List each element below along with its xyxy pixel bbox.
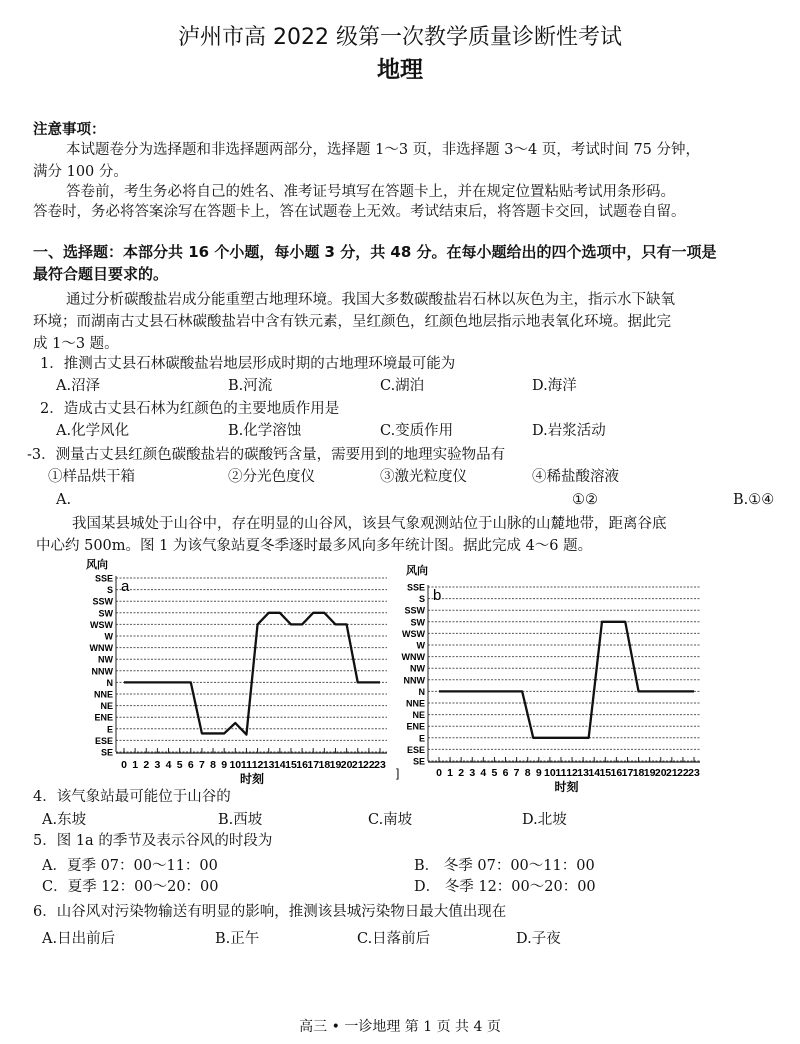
- q4-option-b: B.西坡: [218, 812, 263, 828]
- x-tick-label: 23: [374, 759, 386, 771]
- q2-option-d: D.岩浆活动: [532, 423, 606, 439]
- question-5-stem: 5．图 1a 的季节及表示谷风的时段为: [33, 833, 273, 849]
- y-tick-label: SE: [100, 747, 113, 758]
- question-4-stem: 4．该气象站最可能位于山谷的: [33, 789, 231, 805]
- y-axis-title: 风向: [406, 565, 428, 577]
- stray-bracket-mark: ]: [396, 766, 400, 780]
- y-tick-label: NW: [410, 663, 425, 674]
- question-6-stem: 6．山谷风对污染物输送有明显的影响，推测该县城污染物日最大值出现在: [33, 904, 507, 920]
- y-tick-label: ESE: [406, 744, 425, 755]
- y-tick-label: NE: [100, 701, 113, 712]
- y-tick-label: NNE: [93, 689, 113, 700]
- x-tick-label: 22: [363, 759, 375, 771]
- q3-item-4: ④稀盐酸溶液: [532, 469, 619, 485]
- x-tick-label: 9: [221, 759, 228, 771]
- x-tick-label: 20: [654, 767, 667, 779]
- x-tick-label: 4: [165, 759, 172, 771]
- x-tick-label: 10: [544, 767, 556, 779]
- notice-line: 答卷时，务必将答案涂写在答题卡上，答在试题卷上无效。考试结束后，将答题卡交回，试题卷自留。: [33, 204, 686, 220]
- x-tick-label: 1: [132, 759, 139, 771]
- y-tick-label: NE: [412, 710, 425, 721]
- q3-option-a-value: ①②: [572, 492, 598, 508]
- x-tick-label: 11: [555, 767, 567, 779]
- y-tick-label: NNW: [91, 666, 113, 677]
- exam-title: 泸州市高 2022 级第一次教学质量诊断性考试: [178, 25, 622, 50]
- q4-option-c: C.南坡: [368, 812, 413, 828]
- x-tick-label: 2: [143, 759, 150, 771]
- x-tick-label: 16: [610, 767, 623, 779]
- y-tick-label: ENE: [406, 721, 425, 732]
- y-tick-label: ENE: [94, 712, 113, 723]
- y-tick-label: NNW: [403, 675, 425, 686]
- x-tick-label: 20: [340, 759, 353, 771]
- passage-line: 成 1～3 题。: [33, 336, 119, 352]
- x-tick-label: 19: [643, 767, 656, 779]
- q5-option-c: C．夏季 12：00～20：00: [42, 879, 219, 895]
- q4-option-d: D.北坡: [522, 812, 567, 828]
- q3-item-1: ①样品烘干箱: [48, 469, 135, 485]
- y-tick-label: W: [416, 640, 425, 651]
- notice-line: 答卷前，考生务必将自己的姓名、准考证号填写在答题卡上，并在规定位置粘贴考试用条形码。: [66, 184, 675, 200]
- wind-direction-line: [124, 613, 380, 735]
- x-tick-label: 13: [577, 767, 589, 779]
- y-tick-label: WNW: [401, 652, 425, 663]
- x-tick-label: 4: [480, 767, 487, 779]
- x-tick-label: 12: [251, 759, 264, 771]
- y-axis-title: 风向: [86, 559, 108, 571]
- x-tick-label: 1: [447, 767, 454, 779]
- x-tick-label: 12: [566, 767, 578, 779]
- x-tick-label: 13: [262, 759, 275, 771]
- notice-line: 满分 100 分。: [33, 164, 128, 180]
- q3-option-b: B.①④: [733, 492, 775, 508]
- x-tick-label: 15: [285, 759, 297, 771]
- passage-line: 我国某县城处于山谷中，存在明显的山谷风，该县气象观测站位于山脉的山麓地带，距离谷底: [72, 516, 667, 532]
- y-tick-label: E: [418, 733, 425, 744]
- x-tick-label: 21: [665, 767, 678, 779]
- y-tick-label: WSW: [90, 619, 113, 630]
- notice-line: 本试题卷分为选择题和非选择题两部分，选择题 1～3 页，非选择题 3～4 页，考试时间 75 分钟，: [66, 142, 701, 158]
- y-tick-label: S: [418, 594, 425, 605]
- x-tick-label: 6: [187, 759, 194, 771]
- panel-label: b: [433, 587, 442, 604]
- y-tick-label: SSW: [404, 605, 425, 616]
- y-tick-label: WNW: [89, 643, 113, 654]
- subject-title: 地理: [377, 57, 423, 83]
- q6-option-a: A.日出前后: [42, 931, 116, 947]
- notice-heading: 注意事项：: [33, 122, 106, 138]
- q6-option-c: C.日落前后: [357, 931, 431, 947]
- x-tick-label: 10: [229, 759, 242, 771]
- q2-option-c: C.变质作用: [380, 423, 454, 439]
- section-heading: 最符合题目要求的。: [33, 265, 169, 283]
- passage-line: 中心约 500m。图 1 为该气象站夏冬季逐时最多风向多年统计图。据此完成 4～6 题。: [36, 538, 593, 554]
- section-heading: 一、选择题：本部分共 16 个小题，每小题 3 分，共 48 分。在每小题给出的四个选项中，只有一项是: [33, 243, 717, 261]
- q1-option-b: B.河流: [228, 378, 273, 394]
- x-axis-title: 时刻: [554, 780, 579, 794]
- y-tick-label: SW: [410, 617, 425, 628]
- y-tick-label: E: [106, 724, 113, 735]
- y-tick-label: NW: [98, 654, 113, 665]
- y-tick-label: NNE: [405, 698, 425, 709]
- y-tick-label: SE: [412, 756, 425, 767]
- q4-option-a: A.东坡: [42, 812, 87, 828]
- y-tick-label: S: [106, 585, 113, 596]
- x-tick-label: 9: [535, 767, 542, 779]
- x-axis-title: 时刻: [239, 772, 265, 786]
- x-tick-label: 6: [502, 767, 509, 779]
- wind-direction-chart-a: [82, 555, 392, 790]
- y-tick-label: SSW: [92, 596, 113, 607]
- q2-option-b: B.化学溶蚀: [228, 423, 302, 439]
- x-tick-label: 19: [329, 759, 342, 771]
- q3-item-2: ②分光色度仪: [228, 469, 315, 485]
- x-tick-label: 3: [154, 759, 161, 771]
- x-tick-label: 14: [273, 759, 286, 771]
- q5-option-b: B． 冬季 07：00～11：00: [414, 858, 595, 874]
- x-tick-label: 15: [599, 767, 612, 779]
- question-1-stem: 1．推测古丈县石林碳酸盐岩地层形成时期的古地理环境最可能为: [40, 356, 456, 372]
- x-tick-label: 5: [491, 767, 498, 779]
- y-tick-label: WSW: [402, 628, 425, 639]
- q5-option-a: A．夏季 07：00～11：00: [42, 858, 218, 874]
- question-2-stem: 2．造成古丈县石林为红颜色的主要地质作用是: [40, 401, 340, 417]
- x-tick-label: 0: [436, 767, 442, 779]
- y-tick-label: ESE: [94, 735, 113, 746]
- x-tick-label: 18: [318, 759, 331, 771]
- passage-line: 环境；而湖南古丈县石林碳酸盐岩中含有铁元素，呈红颜色，红颜色地层指示地表氧化环境。据此完: [33, 314, 671, 330]
- q6-option-b: B.正午: [215, 931, 260, 947]
- x-tick-label: 2: [458, 767, 465, 779]
- q1-option-c: C.湖泊: [380, 378, 425, 394]
- y-tick-label: W: [104, 631, 113, 642]
- q3-option-a: A.: [56, 492, 72, 508]
- q6-option-d: D.子夜: [516, 931, 561, 947]
- q2-option-a: A.化学风化: [56, 423, 130, 439]
- x-tick-label: 23: [688, 767, 700, 779]
- x-tick-label: 18: [632, 767, 645, 779]
- y-tick-label: N: [418, 686, 425, 697]
- x-tick-label: 0: [121, 759, 127, 771]
- x-tick-label: 22: [677, 767, 689, 779]
- x-tick-label: 17: [307, 759, 320, 771]
- wind-direction-chart-b: [392, 555, 712, 795]
- x-tick-label: 7: [513, 767, 520, 779]
- q1-option-d: D.海洋: [532, 378, 577, 394]
- y-tick-label: N: [106, 677, 113, 688]
- panel-label: a: [121, 578, 130, 595]
- y-tick-label: SSE: [94, 573, 113, 584]
- q3-item-3: ③激光粒度仪: [380, 469, 467, 485]
- x-tick-label: 3: [469, 767, 476, 779]
- passage-line: 通过分析碳酸盐岩成分能重塑古地理环境。我国大多数碳酸盐岩石林以灰色为主，指示水下缺氧: [66, 292, 675, 308]
- x-tick-label: 11: [240, 759, 252, 771]
- x-tick-label: 16: [296, 759, 308, 771]
- y-tick-label: SSE: [406, 582, 425, 593]
- q5-option-d: D． 冬季 12：00～20：00: [414, 879, 596, 895]
- x-tick-label: 8: [210, 759, 216, 771]
- question-3-stem: -3．测量古丈县红颜色碳酸盐岩的碳酸钙含量，需要用到的地理实验物品有: [27, 447, 506, 463]
- x-tick-label: 21: [351, 759, 364, 771]
- x-tick-label: 5: [176, 759, 183, 771]
- x-tick-label: 14: [588, 767, 601, 779]
- x-tick-label: 17: [621, 767, 634, 779]
- page-footer: 高三 • 一诊地理 第 1 页 共 4 页: [299, 1019, 501, 1035]
- x-tick-label: 8: [524, 767, 531, 779]
- y-tick-label: SW: [98, 608, 113, 619]
- x-tick-label: 7: [198, 759, 205, 771]
- q1-option-a: A.沼泽: [56, 378, 101, 394]
